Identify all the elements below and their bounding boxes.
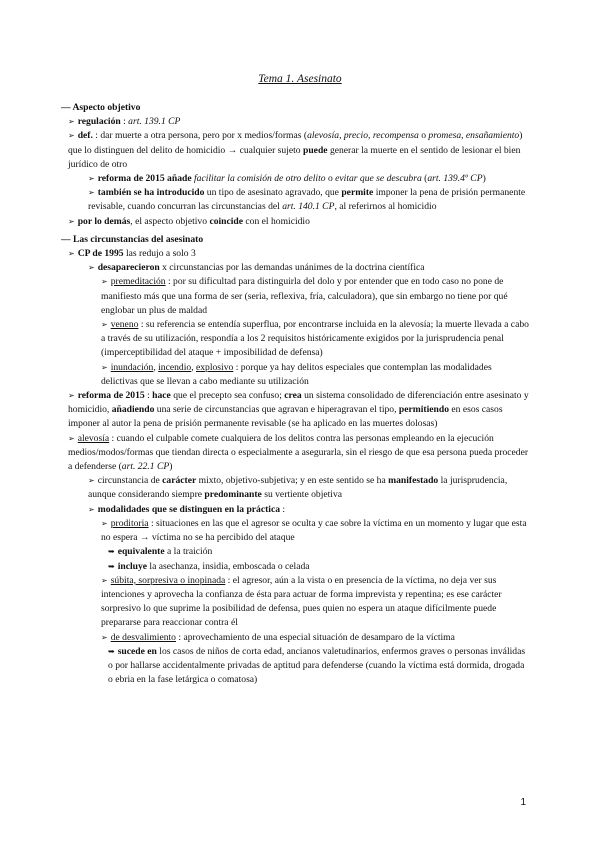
section-heading-circunstancias: — Las circunstancias del asesinato: [61, 233, 204, 245]
list-item-veneno: ➢ veneno : su referencia se entendía superflua, por encontrarse incluida en la alevosía; la muerte llevada a cabo a través de su utilización, respondía a los 2 requisitos históricamente exigidos por la jurisprudencia penal (imperceptibilidad del ataque + imposibilidad de defensa): [101, 319, 529, 359]
list-item-desvalimiento: ➢ de desvalimiento : aprovechamiento de una especial situación de desamparo de la víctima: [61, 631, 529, 645]
page-title: Tema 1. Asesinato: [258, 73, 342, 85]
curved-arrow-bullet-icon: ➥: [108, 561, 115, 571]
list-item-caracter-mixto: ➢ circunstancia de carácter mixto, objetivo-subjetiva; y en este sentido se ha manifestado la jurisprudencia, aunque considerando siempre predominante su vertiente objetiva: [88, 475, 508, 501]
arrow-bullet-icon: ➢: [68, 117, 75, 127]
arrow-bullet-icon: ➢: [88, 174, 95, 184]
arrow-bullet-icon: ➢: [68, 216, 75, 226]
list-item-proditoria: ➢ proditoria : situaciones en las que el agresor se oculta y cae sobre la víctima en un momento y lugar que esta no espera → víctima no se ha percibido del ataque: [101, 517, 527, 544]
arrow-bullet-icon: ➢: [101, 277, 108, 287]
curved-arrow-bullet-icon: ➥: [108, 646, 115, 656]
list-item-subita: ➢ súbita, sorpresiva o inopinada : el agresor, aún a la vista o en presencia de la víctima, no deja ver sus intenciones y aprovecha la confianza de ésta para actuar de forma imprevista y repentina; es ese carácter sorpresivo lo que suprime la posibilidad de defensa, pues quien no espera un ataque difícilmente puede prepararse para reaccionar contra él: [101, 574, 502, 629]
list-item-tipo-agravado: ➢ también se ha introducido un tipo de asesinato agravado, que permite imponer la pena de prisión permanente revisable, cuando concurran las circunstancias del art. 140.1 CP, al referirnos al homicidio: [88, 187, 526, 213]
list-item-premeditacion: ➢ premeditación : por su dificultad para distinguirla del dolo y por entender que en todo caso no pone de manifiesto más que una forma de ser (seria, reflexiva, fría, calculadora), que sin embargo no tiene por qué englobar un plus de maldad: [101, 276, 508, 316]
list-item-sucede-en: ➥ sucede en los casos de niños de corta edad, ancianos valetudinarios, enfermos graves o personas inválidas o por hallarse accidentalmente privadas de aptitud para defenderse (cuando la víctima está dormida, drogada o ebria en la fase letárgica o comatosa): [108, 645, 526, 686]
arrow-bullet-icon: ➢: [88, 188, 95, 198]
list-item-cp-1995: ➢ CP de 1995 las redujo a solo 3: [61, 247, 529, 261]
page-number: 1: [520, 797, 526, 808]
list-item-inundacion: ➢ inundación, incendio, explosivo : porque ya hay delitos especiales que contemplan las modalidades delictivas que se llevan a cabo mediante su utilización: [101, 361, 492, 387]
arrow-bullet-icon: ➢: [101, 518, 108, 528]
arrow-bullet-icon: ➢: [88, 476, 95, 486]
arrow-bullet-icon: ➢: [101, 632, 108, 642]
list-item-modalidades: ➢ modalidades que se distinguen en la práctica :: [61, 503, 529, 517]
list-item-equivalente: ➥ equivalente a la traición: [61, 545, 529, 559]
arrow-bullet-icon: ➢: [101, 362, 108, 372]
list-item-regulacion: ➢ regulación : art. 139.1 CP: [61, 115, 529, 129]
list-item-definicion: ➢ def. : dar muerte a otra persona, pero por x medios/formas (alevosía, precio, recompensa o promesa, ensañamiento) que lo distinguen del delito de homicidio → cualquier sujeto puede generar la muerte en el sentido de lesionar el bien jurídico de otro: [68, 130, 523, 170]
list-item-reforma-2015: ➢ reforma de 2015 añade facilitar la comisión de otro delito o evitar que se descubra (art. 139.4º CP): [61, 172, 529, 186]
arrow-bullet-icon: ➢: [101, 575, 108, 585]
arrow-bullet-icon: ➢: [88, 504, 95, 514]
section-heading-aspecto-objetivo: — Aspecto objetivo: [61, 102, 141, 113]
list-item-alevosia: ➢ alevosía : cuando el culpable comete cualquiera de los delitos contra las personas empleando en la ejecución medios/modos/formas que tiendan directa o especialmente a asegurarla, sin el riesgo de que esa persona pueda proceder a defenderse (art. 22.1 CP): [68, 432, 529, 473]
arrow-bullet-icon: ➢: [68, 131, 75, 141]
list-item-por-lo-demas: ➢ por lo demás, el aspecto objetivo coincide con el homicidio: [61, 215, 529, 229]
list-item-incluye: ➥ incluye la asechanza, insidia, emboscada o celada: [61, 560, 529, 574]
document-body: [61, 101, 529, 687]
arrow-bullet-icon: ➢: [68, 433, 75, 443]
arrow-bullet-icon: ➢: [101, 320, 108, 330]
curved-arrow-bullet-icon: ➥: [108, 547, 115, 557]
list-item-desaparecieron: ➢ desaparecieron x circunstancias por las demandas unánimes de la doctrina científica: [61, 261, 529, 275]
list-item-reforma-2015-circunstancias: ➢ reforma de 2015 : hace que el precepto sea confuso; crea un sistema consolidado de diferenciación entre asesinato y homicidio, añadiendo una serie de circunstancias que agravan e hiperagravan el tipo, permitiendo en esos casos imponer al autor la pena de prisión permanente revisable (se ha aplicado en las muertes dolosas): [68, 390, 529, 430]
arrow-bullet-icon: ➢: [68, 249, 75, 259]
arrow-bullet-icon: ➢: [88, 263, 95, 273]
arrow-bullet-icon: ➢: [68, 391, 75, 401]
